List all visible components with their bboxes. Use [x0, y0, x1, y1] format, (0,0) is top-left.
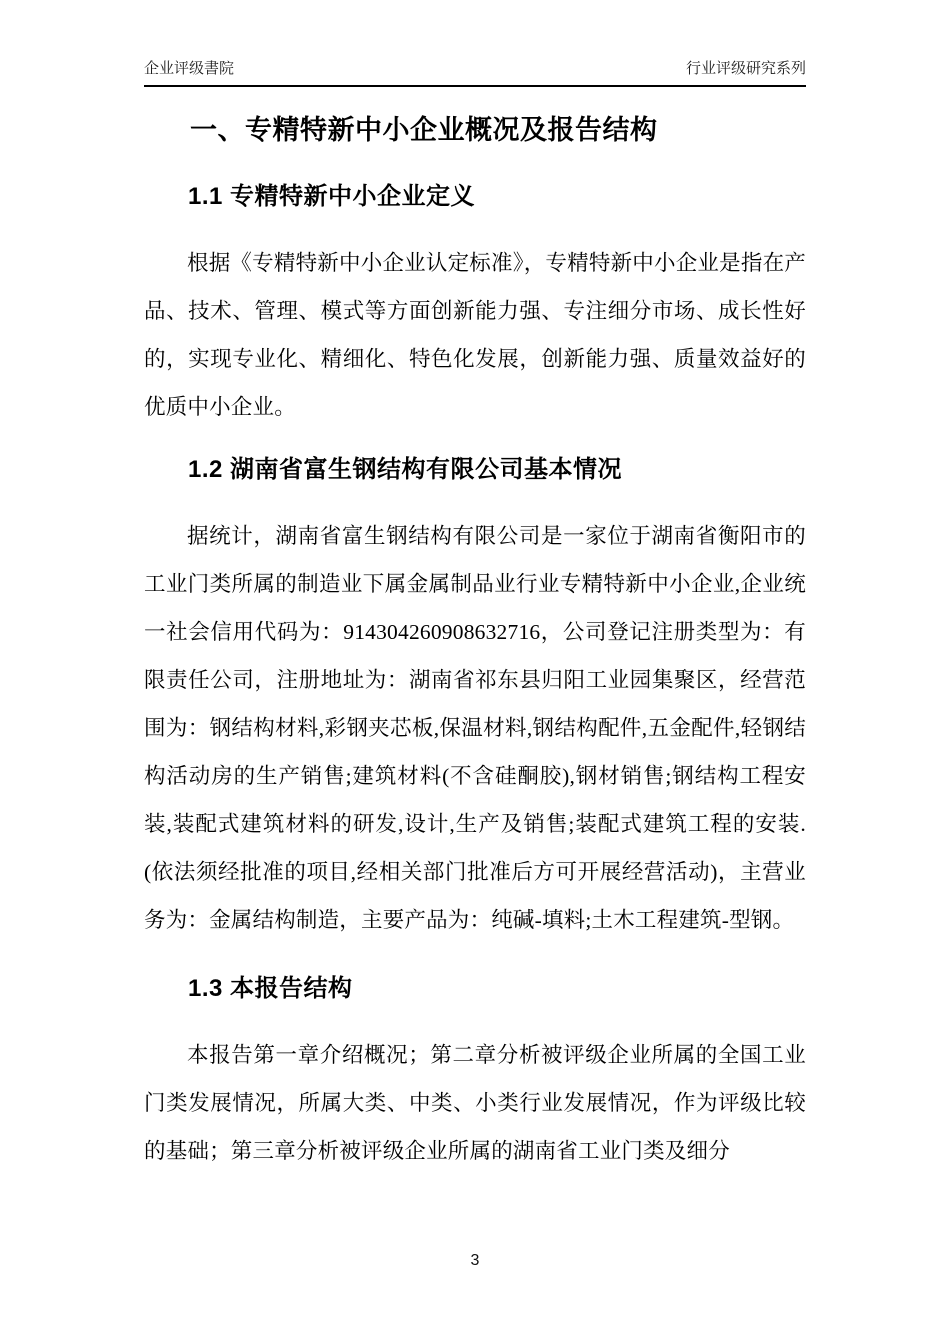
page-number: 3: [470, 1252, 480, 1269]
section-heading-1-2: 1.2 湖南省富生钢结构有限公司基本情况: [188, 456, 623, 484]
chapter-title: 一、专精特新中小企业概况及报告结构: [190, 115, 658, 145]
header-right-text: 行业评级研究系列: [685, 60, 806, 77]
section-1-1-paragraph: 根据《专精特新中小企业认定标准》，专精特新中小企业是指在产品、技术、管理、模式等方面创新能力强、专注细分市场、成长性好的，实现专业化、精细化、特色化发展，创新能力强、质量效益好的优质中小企业。: [144, 251, 806, 420]
page-header: [144, 0, 806, 87]
section-1-2-paragraph: 据统计，湖南省富生钢结构有限公司是一家位于湖南省衡阳市的工业门类所属的制造业下属金属制品业行业专精特新中小企业,企业统一社会信用代码为：914304260908632716，公司登记注册类型为：有限责任公司，注册地址为：湖南省祁东县归阳工业园集聚区，经营范围为：钢结构材料,彩钢夹芯板,保温材料,钢结构配件,五金配件,轻钢结构活动房的生产销售;建筑材料(不含硅酮胶),钢材销售;钢结构工程安装,装配式建筑材料的研发,设计,生产及销售;装配式建筑工程的安装.(依法须经批准的项目,经相关部门批准后方可开展经营活动)，主营业务为：金属结构制造，主要产品为：纯碱-填料;土木工程建筑-型钢。: [144, 524, 806, 933]
section-heading-1-1: 1.1 专精特新中小企业定义: [188, 183, 476, 211]
document-body: [144, 113, 806, 1175]
header-left-text: 企业评级書院: [144, 60, 235, 77]
section-1-3-paragraph: 本报告第一章介绍概况；第二章分析被评级企业所属的全国工业门类发展情况，所属大类、中类、小类行业发展情况，作为评级比较的基础；第三章分析被评级企业所属的湖南省工业门类及细分: [144, 1043, 806, 1164]
section-heading-1-3: 1.3 本报告结构: [188, 975, 353, 1003]
